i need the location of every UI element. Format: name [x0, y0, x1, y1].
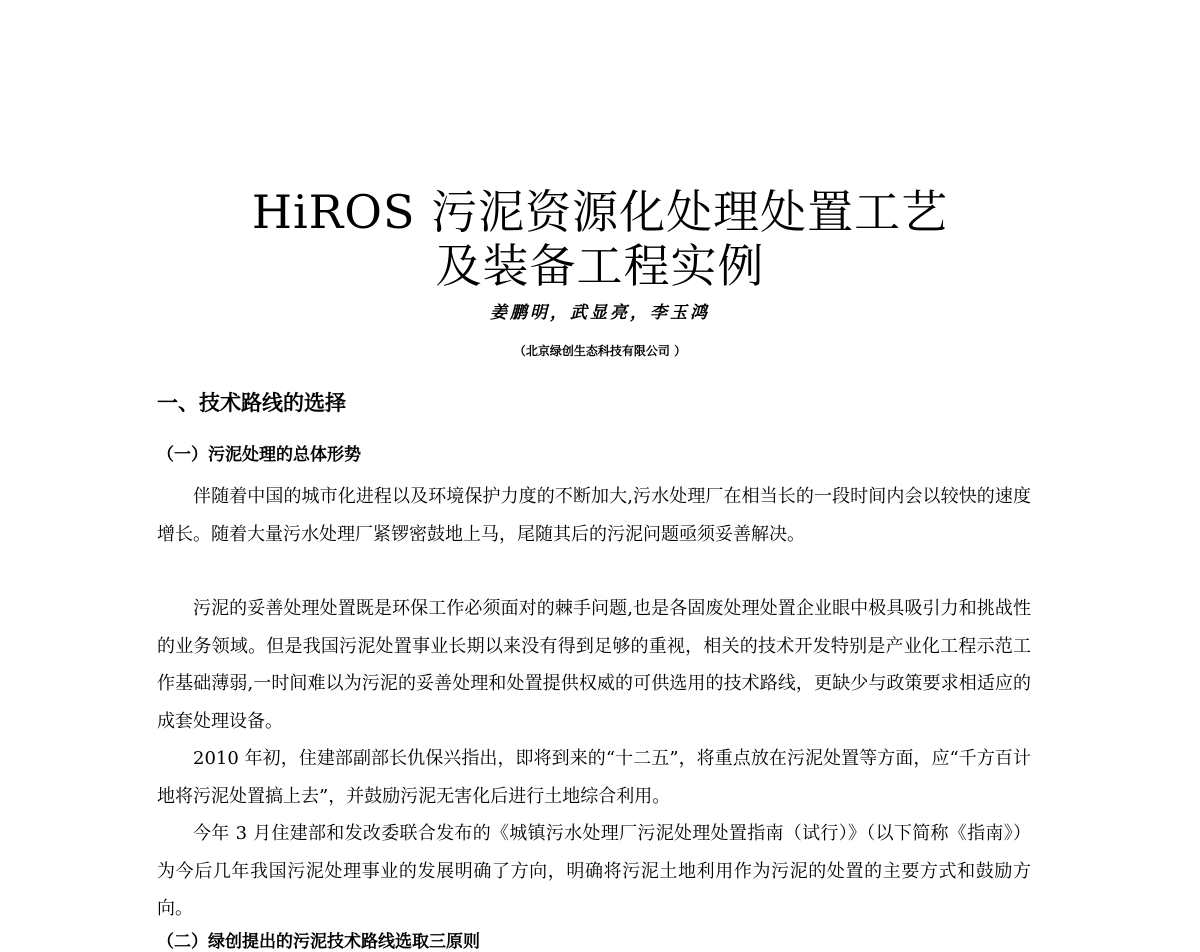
- subsection-heading-1: （一）污泥处理的总体形势: [157, 445, 361, 465]
- paper-title-line-1: HiROS 污泥资源化处理处置工艺: [251, 185, 949, 239]
- affiliation: （北京绿创生态科技有限公司 ）: [513, 344, 687, 358]
- section-heading-1: 一、技术路线的选择: [157, 391, 346, 415]
- paper-title-line-2: 及装备工程实例: [435, 239, 765, 293]
- body-paragraph-1: 伴随着中国的城市化进程以及环境保护力度的不断加大,污水处理厂在相当长的一段时间内会以较快的速度增长。随着大量污水处理厂紧锣密鼓地上马，尾随其后的污泥问题亟须妥善解决。: [157, 486, 1031, 545]
- body-paragraph-2: 污泥的妥善处理处置既是环保工作必须面对的棘手问题,也是各固废处理处置企业眼中极具吸引力和挑战性的业务领域。但是我国污泥处置事业长期以来没有得到足够的重视，相关的技术开发特别是产业化工程示范工作基础薄弱,一时间难以为污泥的妥善处理和处置提供权威的可供选用的技术路线，更缺少与政策要求相适应的成套处理设备。: [157, 598, 1031, 732]
- subsection-heading-2: （二）绿创提出的污泥技术路线选取三原则: [157, 932, 480, 952]
- body-paragraph-4: 今年 3 月住建部和发改委联合发布的《城镇污水处理厂污泥处理处置指南（试行）》（以下简称《指南》）为今后几年我国污泥处理事业的发展明确了方向，明确将污泥土地利用作为污泥的处置的主要方式和鼓励方向。: [157, 823, 1031, 919]
- author-list: 姜鹏明，武显亮，李玉鸿: [490, 303, 710, 323]
- body-paragraph-3: 2010 年初，住建部副部长仇保兴指出，即将到来的“十二五”，将重点放在污泥处置等方面，应“千方百计地将污泥处置搞上去”，并鼓励污泥无害化后进行土地综合利用。: [157, 748, 1031, 807]
